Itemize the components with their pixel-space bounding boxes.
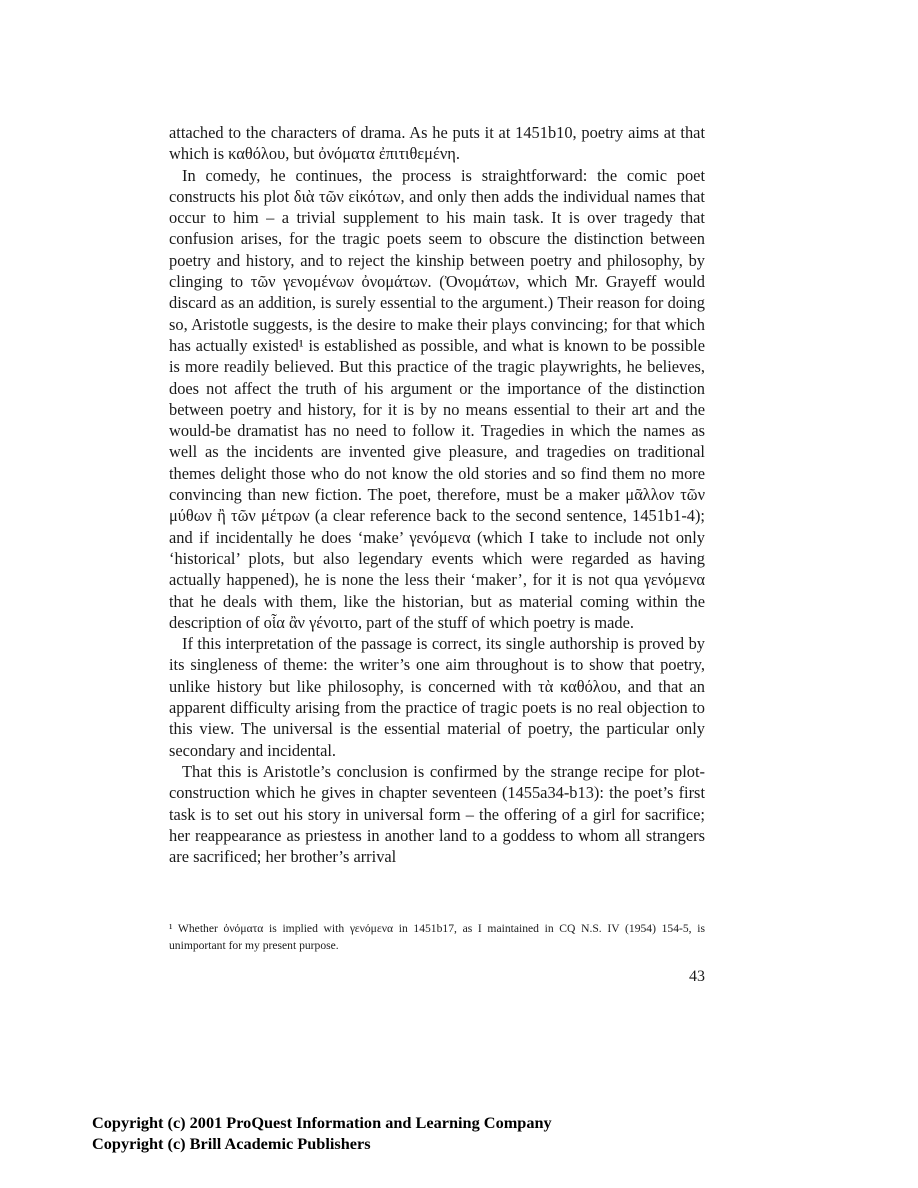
page-number: 43 xyxy=(689,968,705,985)
copyright-line-brill: Copyright (c) Brill Academic Publishers xyxy=(92,1134,371,1153)
main-text xyxy=(169,122,705,867)
copyright-line-proquest: Copyright (c) 2001 ProQuest Information and Learning Company xyxy=(92,1113,552,1132)
paragraph-comedy: In comedy, he continues, the process is straightforward: the comic poet constructs his plot διὰ τῶν εἰκότων, and only then adds the individual names that occur to him – a trivial supplement to his main task. It is over tragedy that confusion arises, for the tragic poets seem to obscure the distinction between poetry and history, and to reject the kinship between poetry and philosophy, by clinging to τῶν γενομένων ὀνομάτων. (Ὀνομάτων, which Mr. Grayeff would discard as an addition, is surely essential to the argument.) Their reason for doing so, Aristotle suggests, is the desire to make their plays convincing; for that which has actually existed¹ is established as possible, and what is known to be possible is more readily believed. But this practice of the tragic playwrights, he believes, does not affect the truth of his argument or the importance of the distinction between poetry and history, for it is by no means essential to their art and the would-be dramatist has no need to follow it. Tragedies in which the names as well as the incidents are invented give pleasure, and tragedies on traditional themes delight those who do not know the old stories and so find them no more convincing than new fiction. The poet, therefore, must be a maker μᾶλλον τῶν μύθων ἢ τῶν μέτρων (a clear reference back to the second sentence, 1451b1-4); and if incidentally he does ‘make’ γενόμενα (which I take to include not only ‘historical’ plots, but also legendary events which were regarded as having actually happened), he is none the less their ‘maker’, for it is not qua γενόμενα that he deals with them, like the historian, but as material coming within the description of οἷα ἂν γένοιτο, part of the stuff of which poetry is made. xyxy=(169,165,705,632)
paragraph-continuation: attached to the characters of drama. As he puts it at 1451b10, poetry aims at that which is καθόλου, but ὀνόματα ἐπιτιθεμένη. xyxy=(169,123,705,164)
footnote: ¹ Whether ὀνόματα is implied with γενόμενα in 1451b17, as I maintained in CQ N.S. IV (1954) 154-5, is unimportant for my present purpose. xyxy=(169,922,705,952)
paragraph-conclusion: That this is Aristotle’s conclusion is confirmed by the strange recipe for plot-construction which he gives in chapter seventeen (1455a34-b13): the poet’s first task is to set out his story in universal form – the offering of a girl for sacrifice; her reappearance as priestess in another land to a goddess to whom all strangers are sacrificed; her brother’s arrival xyxy=(169,761,705,867)
paragraph-interpretation: If this interpretation of the passage is correct, its single authorship is proved by its singleness of theme: the writer’s one aim throughout is to show that poetry, unlike history but like philosophy, is concerned with τὰ καθόλου, and that an apparent difficulty arising from the practice of tragic poets is no real objection to this view. The universal is the essential material of poetry, the particular only secondary and incidental. xyxy=(169,634,705,760)
copyright-notice xyxy=(92,1112,552,1154)
